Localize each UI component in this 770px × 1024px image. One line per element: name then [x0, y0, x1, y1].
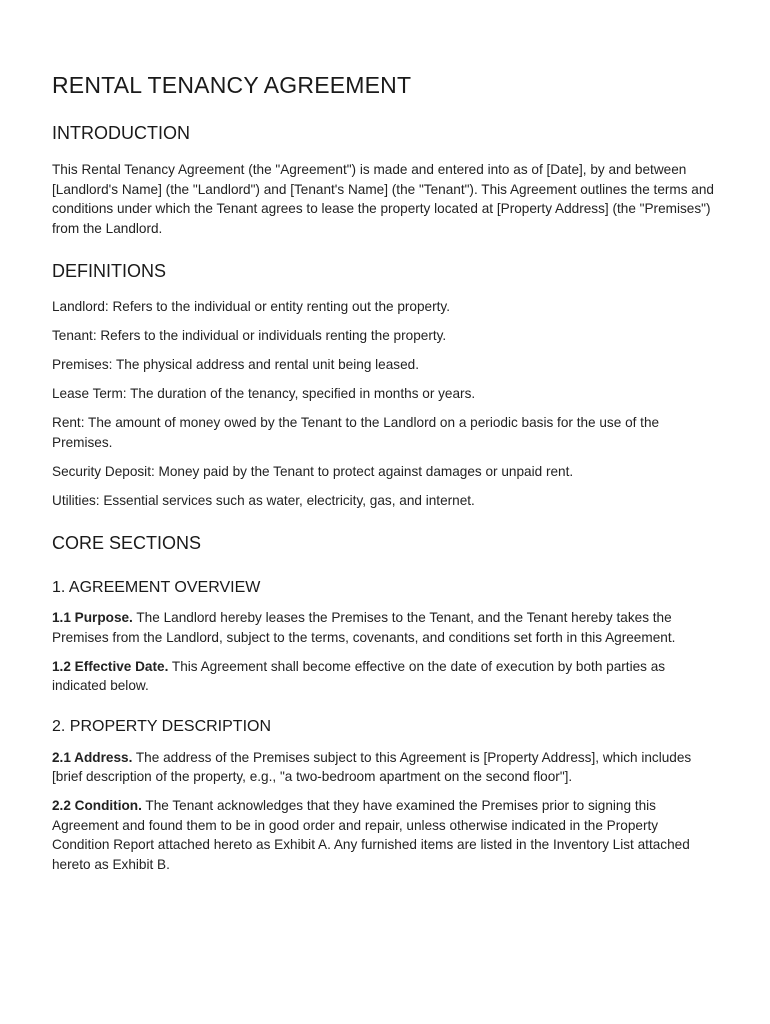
property-description-heading: 2. PROPERTY DESCRIPTION — [52, 717, 272, 735]
clause-text: The Landlord hereby leases the Premises to the Tenant, and the Tenant hereby takes the Premises from the Landlord, subject to the terms, covenants, and conditions set forth in this Agreement. — [52, 610, 676, 645]
definition-lease-term: Lease Term: The duration of the tenancy, specified in months or years. — [52, 386, 476, 401]
clause-label: 2.1 Address. — [52, 749, 133, 765]
clause-text: The address of the Premises subject to this Agreement is [Property Address], which includes [brief description of the property, e.g., "a two-bedroom apartment on the second floor"]. — [52, 749, 692, 784]
clause-purpose — [52, 608, 718, 647]
clause-label: 1.1 Purpose. — [52, 610, 133, 625]
core-sections-heading: CORE SECTIONS — [52, 533, 202, 553]
clause-address — [52, 748, 718, 787]
section-agreement-overview — [52, 577, 718, 696]
definition-utilities: Utilities: Essential services such as water, electricity, gas, and internet. — [52, 492, 475, 508]
definitions-heading: DEFINITIONS — [52, 261, 167, 281]
definitions-list — [52, 297, 718, 510]
agreement-overview-heading: 1. AGREEMENT OVERVIEW — [52, 579, 261, 596]
definitions-section — [52, 259, 718, 510]
definition-landlord: Landlord: Refers to the individual or entity renting out the property. — [52, 299, 450, 314]
introduction-section — [52, 121, 718, 238]
clause-label: 1.2 Effective Date. — [52, 658, 169, 674]
document-title: RENTAL TENANCY AGREEMENT — [52, 72, 412, 98]
definition-tenant: Tenant: Refers to the individual or individuals renting the property. — [52, 328, 447, 343]
clause-condition — [52, 796, 718, 874]
definition-rent: Rent: The amount of money owed by the Tenant to the Landlord on a periodic basis for the use of the Premises. — [52, 415, 660, 450]
clause-effective-date — [52, 657, 718, 696]
section-property-description — [52, 716, 718, 875]
clause-text: This Agreement shall become effective on the date of execution by both parties as indicated below. — [52, 658, 666, 693]
clause-text: The Tenant acknowledges that they have examined the Premises prior to signing this Agreement and found them to be in good order and repair, unless otherwise indicated in the Property Condition Report attached hereto as Exhibit A. Any furnished items are listed in the Inventory List attached hereto as Exhibit B. — [52, 798, 690, 872]
definition-premises: Premises: The physical address and rental unit being leased. — [52, 357, 419, 372]
core-sections — [52, 531, 718, 874]
introduction-heading: INTRODUCTION — [52, 123, 190, 143]
clause-label: 2.2 Condition. — [52, 798, 142, 813]
definition-security-deposit: Security Deposit: Money paid by the Tenant to protect against damages or unpaid rent. — [52, 463, 574, 479]
introduction-paragraph: This Rental Tenancy Agreement (the "Agreement") is made and entered into as of [Date], by and between [Landlord's Name] (the "Landlord") and [Tenant's Name] (the "Tenant"). This Agreement outlines the terms and conditions under which the Tenant agrees to lease the property located at [Property Address] (the "Premises") from the Landlord. — [52, 162, 714, 236]
